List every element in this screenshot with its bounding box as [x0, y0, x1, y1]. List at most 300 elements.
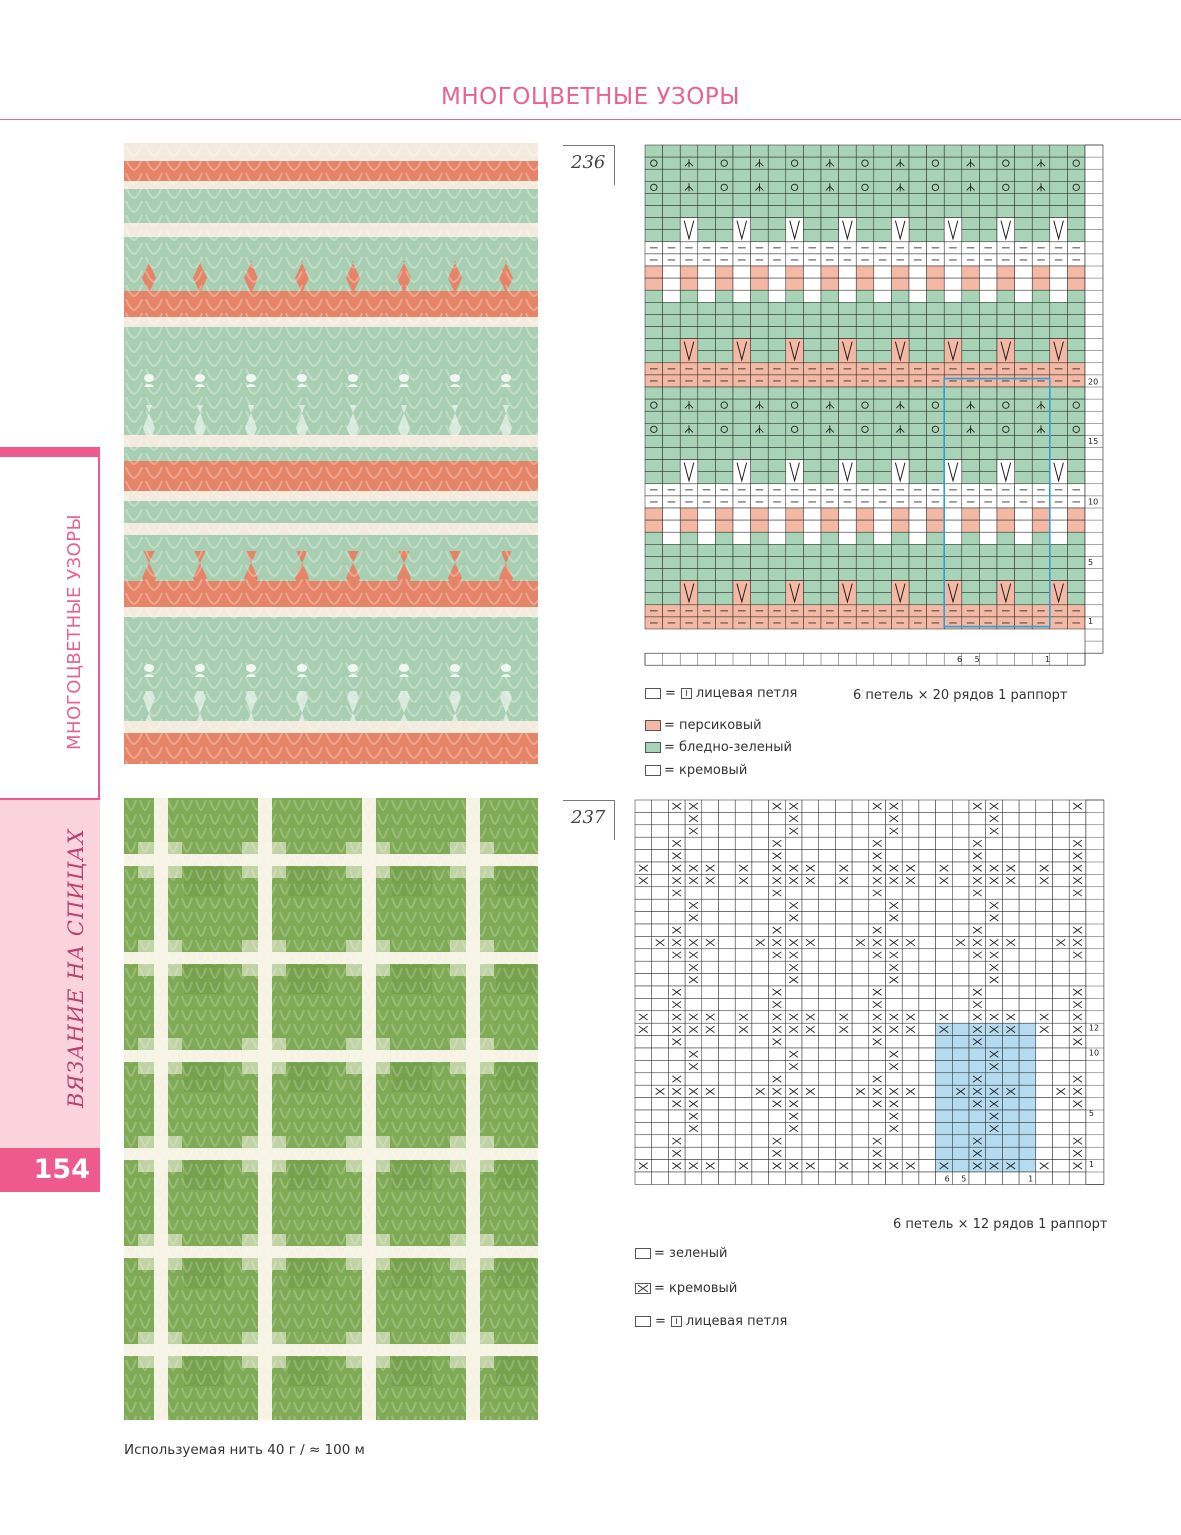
chart-cell — [819, 1073, 836, 1085]
chart-cell — [635, 1110, 652, 1122]
chart-cell — [986, 887, 1003, 899]
chart-cell — [839, 411, 857, 423]
chart-cell — [715, 218, 733, 230]
chart-cell — [919, 837, 936, 849]
chart-cell — [803, 508, 821, 520]
chart-cell — [1002, 1172, 1019, 1184]
chart-cell — [1002, 961, 1019, 973]
chart-cell — [1015, 472, 1033, 484]
chart-cell — [735, 936, 752, 948]
chart-cell — [874, 314, 892, 326]
chart-cell — [768, 569, 786, 581]
chart-cell — [735, 1172, 752, 1184]
chart-cell — [698, 520, 716, 532]
chart-cell — [852, 1110, 869, 1122]
chart-cell — [927, 181, 945, 193]
chart-cell — [821, 230, 839, 242]
chart-cell — [1032, 593, 1050, 605]
chart-cell — [1053, 1023, 1070, 1035]
chart-cell — [919, 936, 936, 948]
chart-cell — [835, 1098, 852, 1110]
chart-cell — [852, 862, 869, 874]
chart-cell — [668, 825, 685, 837]
chart-cell — [768, 302, 786, 314]
chart-cell — [856, 327, 874, 339]
chart-cell — [768, 230, 786, 242]
stitch-number-label: 6 — [944, 1174, 950, 1184]
chart-cell — [944, 399, 962, 411]
chart-cell — [919, 986, 936, 998]
chart-cell — [927, 544, 945, 556]
chart-cell — [769, 974, 786, 986]
chart-cell — [1053, 912, 1070, 924]
chart-cell — [839, 278, 857, 290]
chart-cell — [839, 314, 857, 326]
chart-cell — [997, 314, 1015, 326]
chart-cell — [803, 387, 821, 399]
chart-cell — [786, 157, 804, 169]
chart-cell — [886, 1147, 903, 1159]
chart-cell — [719, 1060, 736, 1072]
chart-cell — [698, 169, 716, 181]
chart-cell — [663, 278, 681, 290]
chart-cell — [979, 145, 997, 157]
chart-cell — [979, 314, 997, 326]
chart-cell — [768, 278, 786, 290]
chart-cell — [768, 423, 786, 435]
chart-cell — [1019, 837, 1036, 849]
chart-cell — [979, 351, 997, 363]
chart-cell — [652, 1073, 669, 1085]
chart-cell — [702, 998, 719, 1010]
chart-cell — [1032, 314, 1050, 326]
chart-cell — [715, 206, 733, 218]
chart-cell — [936, 1048, 953, 1060]
chart-cell — [685, 1147, 702, 1159]
chart-cell — [733, 399, 751, 411]
chart-cell — [979, 169, 997, 181]
chart-cell — [715, 520, 733, 532]
chart-cell — [936, 949, 953, 961]
chart-cell — [752, 887, 769, 899]
chart-cell — [835, 1147, 852, 1159]
chart-cell — [1067, 544, 1085, 556]
chart-cell — [1002, 924, 1019, 936]
chart-cell — [919, 974, 936, 986]
chart-cell — [752, 862, 769, 874]
chart-cell — [839, 556, 857, 568]
chart-cell — [719, 1085, 736, 1097]
chart-cell — [909, 278, 927, 290]
chart-cell — [927, 411, 945, 423]
chart-cell — [685, 887, 702, 899]
chart-cell — [962, 544, 980, 556]
chart-cell — [1050, 302, 1068, 314]
chart-cell — [927, 266, 945, 278]
chart-cell — [803, 157, 821, 169]
chart-cell — [668, 974, 685, 986]
chart-cell — [979, 193, 997, 205]
chart-cell — [819, 1135, 836, 1147]
chart-cell — [785, 1147, 802, 1159]
chart-cell — [645, 266, 663, 278]
chart-cell — [839, 145, 857, 157]
chart-cell — [819, 1122, 836, 1134]
chart-cell — [645, 314, 663, 326]
chart-cell — [979, 302, 997, 314]
chart-cell — [645, 556, 663, 568]
chart-cell — [635, 1036, 652, 1048]
chart-cell — [1036, 1172, 1053, 1184]
chart-cell — [1067, 314, 1085, 326]
chart-cell — [936, 1085, 953, 1097]
chart-cell — [1032, 327, 1050, 339]
chart-cell — [1050, 508, 1068, 520]
chart-cell — [735, 924, 752, 936]
chart-cell — [733, 302, 751, 314]
chart-cell — [769, 899, 786, 911]
chart-cell — [715, 460, 733, 472]
chart-cell — [1050, 181, 1068, 193]
chart-cell — [652, 1147, 669, 1159]
chart-cell — [1032, 278, 1050, 290]
chart-cell — [819, 800, 836, 812]
legend-236-peach — [645, 718, 762, 733]
chart-cell — [835, 1048, 852, 1060]
chart-cell — [919, 1172, 936, 1184]
chart-cell — [1067, 278, 1085, 290]
chart-cell — [635, 1060, 652, 1072]
chart-cell — [997, 157, 1015, 169]
chart-cell — [685, 924, 702, 936]
chart-cell — [874, 206, 892, 218]
chart-cell — [1032, 193, 1050, 205]
legend-label: = кремовый — [664, 763, 748, 778]
chart-cell — [1032, 302, 1050, 314]
chart-cell — [1032, 169, 1050, 181]
chart-cell — [645, 423, 663, 435]
chart-cell — [635, 1048, 652, 1060]
row-number-label: 12 — [1088, 1023, 1100, 1033]
chart-cell — [979, 532, 997, 544]
chart-cell — [856, 423, 874, 435]
chart-cell — [702, 949, 719, 961]
chart-cell — [735, 1036, 752, 1048]
chart-cell — [1067, 169, 1085, 181]
chart-cell — [874, 569, 892, 581]
chart-cell — [1036, 1073, 1053, 1085]
chart-cell — [1036, 1036, 1053, 1048]
chart-cell — [663, 169, 681, 181]
chart-cell — [1002, 887, 1019, 899]
chart-cell — [1036, 912, 1053, 924]
chart-cell — [1036, 924, 1053, 936]
chart-cell — [1002, 1135, 1019, 1147]
chart-cell — [909, 266, 927, 278]
chart-cell — [902, 998, 919, 1010]
yarn-note: Используемая нить 40 г / ≈ 100 м — [124, 1442, 365, 1458]
chart-cell — [997, 423, 1015, 435]
chart-cell — [936, 887, 953, 899]
chart-cell — [635, 924, 652, 936]
chart-cell — [635, 1098, 652, 1110]
chart-cell — [819, 924, 836, 936]
chart-cell — [874, 339, 892, 351]
chart-cell — [1015, 302, 1033, 314]
chart-cell — [680, 266, 698, 278]
chart-cell — [979, 508, 997, 520]
chart-cell — [769, 825, 786, 837]
chart-cell — [1053, 924, 1070, 936]
chart-cell — [768, 411, 786, 423]
chart-cell — [835, 825, 852, 837]
chart-cell — [1050, 569, 1068, 581]
chart-cell — [856, 508, 874, 520]
chart-cell — [652, 1135, 669, 1147]
chart-cell — [1032, 387, 1050, 399]
chart-cell — [635, 800, 652, 812]
chart-cell — [715, 351, 733, 363]
chart-cell — [663, 230, 681, 242]
chart-cell — [944, 387, 962, 399]
chart-cell — [962, 581, 980, 593]
chart-cell — [852, 924, 869, 936]
chart-cell — [1015, 169, 1033, 181]
chart-cell — [735, 912, 752, 924]
chart-cell — [927, 145, 945, 157]
chart-cell — [1036, 825, 1053, 837]
chart-cell — [1050, 399, 1068, 411]
chart-cell — [936, 1147, 953, 1159]
chart-cell — [821, 593, 839, 605]
chart-cell — [952, 912, 969, 924]
chart-cell — [802, 1036, 819, 1048]
chart-cell — [962, 532, 980, 544]
chart-cell — [751, 508, 769, 520]
chart-cell — [1019, 998, 1036, 1010]
chart-cell — [1036, 899, 1053, 911]
chart-cell — [751, 569, 769, 581]
chart-cell — [927, 508, 945, 520]
chart-cell — [768, 448, 786, 460]
chart-cell — [719, 1122, 736, 1134]
chart-cell — [835, 936, 852, 948]
chart-cell — [821, 339, 839, 351]
chart-cell — [886, 924, 903, 936]
chart-cell — [821, 532, 839, 544]
chart-cell — [645, 532, 663, 544]
chart-cell — [1015, 206, 1033, 218]
chart-cell — [852, 1147, 869, 1159]
sidebar-section-label: МНОГОЦВЕТНЫЕ УЗОРЫ — [64, 514, 85, 750]
chart-cell — [668, 1110, 685, 1122]
chart-cell — [856, 581, 874, 593]
chart-cell — [1019, 1036, 1036, 1048]
chart-cell — [698, 193, 716, 205]
chart-cell — [645, 472, 663, 484]
chart-cell — [1053, 837, 1070, 849]
chart-cell — [769, 1110, 786, 1122]
chart-cell — [952, 862, 969, 874]
chart-cell — [635, 986, 652, 998]
chart-cell — [927, 581, 945, 593]
chart-cell — [719, 1172, 736, 1184]
chart-cell — [952, 825, 969, 837]
chart-cell — [1019, 1160, 1036, 1172]
chart-cell — [919, 1085, 936, 1097]
chart-cell — [1067, 581, 1085, 593]
chart-cell — [735, 961, 752, 973]
chart-cell — [680, 169, 698, 181]
chart-cell — [668, 812, 685, 824]
chart-cell — [874, 508, 892, 520]
chart-cell — [944, 423, 962, 435]
chart-cell — [909, 581, 927, 593]
chart-cell — [986, 1172, 1003, 1184]
chart-cell — [902, 912, 919, 924]
chart-cell — [979, 290, 997, 302]
chart-cell — [979, 399, 997, 411]
chart-cell — [927, 472, 945, 484]
chart-cell — [645, 206, 663, 218]
chart-cell — [1015, 193, 1033, 205]
chart-cell — [835, 998, 852, 1010]
chart-cell — [715, 569, 733, 581]
chart-cell — [919, 1036, 936, 1048]
chart-cell — [768, 327, 786, 339]
chart-cell — [1036, 961, 1053, 973]
chart-cell — [752, 961, 769, 973]
chart-cell — [919, 887, 936, 899]
chart-cell — [645, 218, 663, 230]
legend-237-cream — [635, 1281, 737, 1296]
chart-cell — [802, 837, 819, 849]
chart-cell — [952, 1011, 969, 1023]
chart-cell — [715, 544, 733, 556]
chart-cell — [919, 1147, 936, 1159]
chart-cell — [1002, 1036, 1019, 1048]
stitch-number-label: 6 — [957, 655, 963, 665]
chart-cell — [635, 998, 652, 1010]
chart-cell — [952, 899, 969, 911]
chart-cell — [839, 181, 857, 193]
chart-cell — [821, 278, 839, 290]
chart-cell — [786, 448, 804, 460]
chart-cell — [819, 1160, 836, 1172]
chart-cell — [927, 206, 945, 218]
chart-cell — [909, 556, 927, 568]
chart-cell — [1032, 532, 1050, 544]
chart-cell — [680, 569, 698, 581]
chart-cell — [1067, 266, 1085, 278]
chart-cell — [698, 532, 716, 544]
chart-cell — [962, 193, 980, 205]
chart-cell — [1050, 520, 1068, 532]
chart-cell — [1050, 145, 1068, 157]
chart-cell — [979, 569, 997, 581]
chart-cell — [979, 266, 997, 278]
chart-cell — [819, 1048, 836, 1060]
chart-cell — [1067, 520, 1085, 532]
chart-cell — [891, 508, 909, 520]
chart-cell — [962, 278, 980, 290]
chart-cell — [874, 266, 892, 278]
chart-cell — [997, 193, 1015, 205]
chart-cell — [909, 423, 927, 435]
chart-cell — [702, 800, 719, 812]
chart-cell — [997, 532, 1015, 544]
chart-cell — [785, 1036, 802, 1048]
chart-cell — [944, 302, 962, 314]
chart-cell — [1019, 1135, 1036, 1147]
chart-cell — [856, 399, 874, 411]
chart-cell — [733, 556, 751, 568]
chart-cell — [927, 556, 945, 568]
chart-cell — [735, 1073, 752, 1085]
chart-cell — [1036, 850, 1053, 862]
chart-cell — [902, 949, 919, 961]
chart-cell — [1002, 837, 1019, 849]
chart-cell — [733, 169, 751, 181]
chart-cell — [719, 1023, 736, 1035]
chart-cell — [785, 998, 802, 1010]
chart-cell — [698, 339, 716, 351]
chart-cell — [835, 1110, 852, 1122]
chart-cell — [856, 230, 874, 242]
legend-blank-swatch — [635, 1316, 651, 1327]
chart-cell — [735, 837, 752, 849]
chart-cell — [1053, 825, 1070, 837]
chart-cell — [768, 339, 786, 351]
chart-cell — [663, 581, 681, 593]
chart-cell — [962, 290, 980, 302]
chart-cell — [869, 825, 886, 837]
chart-cell — [986, 986, 1003, 998]
chart-cell — [1015, 339, 1033, 351]
chart-cell — [680, 544, 698, 556]
chart-cell — [698, 314, 716, 326]
chart-237-grid — [635, 800, 1086, 1184]
chart-cell — [819, 862, 836, 874]
chart-cell — [919, 1060, 936, 1072]
chart-cell — [835, 1073, 852, 1085]
chart-cell — [645, 290, 663, 302]
chart-cell — [839, 435, 857, 447]
chart-cell — [1050, 327, 1068, 339]
chart-cell — [702, 850, 719, 862]
chart-cell — [969, 1110, 986, 1122]
chart-cell — [785, 887, 802, 899]
chart-cell — [909, 327, 927, 339]
chart-cell — [874, 544, 892, 556]
chart-cell — [909, 206, 927, 218]
chart-cell — [821, 508, 839, 520]
chart-cell — [786, 314, 804, 326]
chart-cell — [944, 266, 962, 278]
chart-cell — [819, 912, 836, 924]
chart-cell — [786, 327, 804, 339]
chart-cell — [979, 581, 997, 593]
chart-cell — [869, 1060, 886, 1072]
chart-cell — [719, 1160, 736, 1172]
chart-cell — [652, 850, 669, 862]
chart-cell — [663, 314, 681, 326]
chart-cell — [856, 302, 874, 314]
chart-cell — [768, 387, 786, 399]
chart-cell — [1032, 145, 1050, 157]
chart-cell — [698, 181, 716, 193]
chart-cell — [874, 278, 892, 290]
